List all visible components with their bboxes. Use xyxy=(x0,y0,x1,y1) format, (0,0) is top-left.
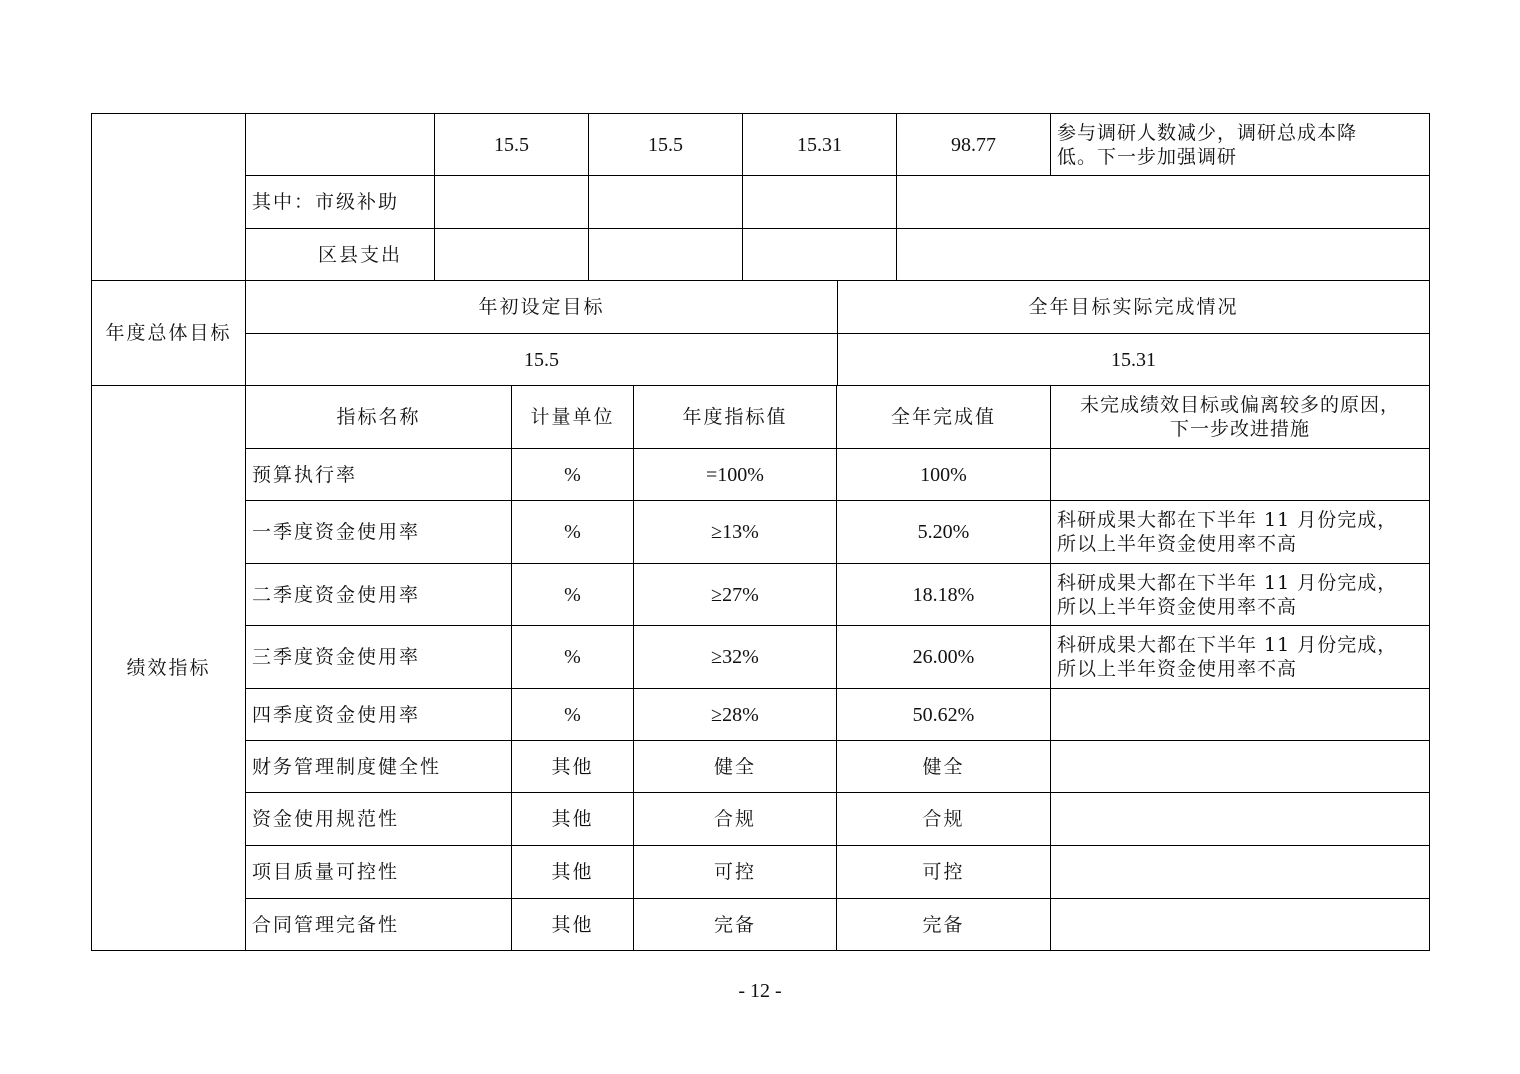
perf-row-target: ≥32% xyxy=(633,625,837,689)
perf-row-reason xyxy=(1050,688,1430,741)
page-number: - 12 - xyxy=(738,980,782,1002)
perf-row-target: 完备 xyxy=(633,898,837,951)
perf-row-name: 三季度资金使用率 xyxy=(245,625,512,689)
budget-row1-value-3: 15.31 xyxy=(742,113,897,176)
perf-row-actual: 26.00% xyxy=(836,625,1051,689)
perf-row-reason xyxy=(1050,740,1430,793)
perf-row-actual: 18.18% xyxy=(836,563,1051,626)
annual-goal-section-label: 年度总体目标 xyxy=(91,280,246,386)
perf-row-unit: % xyxy=(511,563,634,626)
perf-row-name: 资金使用规范性 xyxy=(245,792,512,846)
perf-row-unit: % xyxy=(511,448,634,501)
annual-goal-left-value: 15.5 xyxy=(245,333,838,386)
perf-row-target: 可控 xyxy=(633,845,837,899)
budget-row2-label: 其中：市级补助 xyxy=(245,175,435,229)
perf-row-unit: % xyxy=(511,688,634,741)
perf-row-actual: 可控 xyxy=(836,845,1051,899)
budget-row3-cell-1 xyxy=(434,228,589,281)
perf-row-actual: 100% xyxy=(836,448,1051,501)
perf-header-actual: 全年完成值 xyxy=(836,385,1051,449)
perf-row-actual: 健全 xyxy=(836,740,1051,793)
perf-header-name: 指标名称 xyxy=(245,385,512,449)
perf-row-unit: 其他 xyxy=(511,740,634,793)
perf-row-name: 财务管理制度健全性 xyxy=(245,740,512,793)
perf-row-name: 四季度资金使用率 xyxy=(245,688,512,741)
annual-goal-right-header: 全年目标实际完成情况 xyxy=(837,280,1430,334)
annual-goal-right-value: 15.31 xyxy=(837,333,1430,386)
perf-row-name: 一季度资金使用率 xyxy=(245,500,512,564)
perf-row-unit: 其他 xyxy=(511,898,634,951)
budget-row1-note: 参与调研人数减少，调研总成本降 低。下一步加强调研 xyxy=(1050,113,1430,176)
perf-row-target: ≥28% xyxy=(633,688,837,741)
perf-row-reason xyxy=(1050,845,1430,899)
perf-row-name: 合同管理完备性 xyxy=(245,898,512,951)
budget-row2-cell-2 xyxy=(588,175,743,229)
perf-row-target: =100% xyxy=(633,448,837,501)
perf-row-actual: 合规 xyxy=(836,792,1051,846)
perf-row-target: ≥13% xyxy=(633,500,837,564)
perf-row-unit: 其他 xyxy=(511,792,634,846)
budget-left-blank-cell xyxy=(91,113,246,281)
perf-row-target: 健全 xyxy=(633,740,837,793)
budget-row2-cell-4 xyxy=(896,175,1430,229)
perf-row-unit: % xyxy=(511,500,634,564)
budget-row2-cell-1 xyxy=(434,175,589,229)
performance-section-label: 绩效指标 xyxy=(91,385,246,951)
perf-row-name: 预算执行率 xyxy=(245,448,512,501)
perf-header-reason: 未完成绩效目标或偏离较多的原因， 下一步改进措施 xyxy=(1050,385,1430,449)
perf-row-name: 项目质量可控性 xyxy=(245,845,512,899)
perf-row-unit: 其他 xyxy=(511,845,634,899)
perf-row-target: ≥27% xyxy=(633,563,837,626)
budget-row1-value-1: 15.5 xyxy=(434,113,589,176)
perf-row-unit: % xyxy=(511,625,634,689)
perf-header-target: 年度指标值 xyxy=(633,385,837,449)
perf-row-actual: 50.62% xyxy=(836,688,1051,741)
perf-row-actual: 5.20% xyxy=(836,500,1051,564)
budget-row3-cell-3 xyxy=(742,228,897,281)
budget-row2-cell-3 xyxy=(742,175,897,229)
budget-row3-cell-4 xyxy=(896,228,1430,281)
budget-row3-label: 区县支出 xyxy=(245,228,435,281)
budget-row1-value-4: 98.77 xyxy=(896,113,1051,176)
budget-row1-label-cell xyxy=(245,113,435,176)
budget-row3-cell-2 xyxy=(588,228,743,281)
annual-goal-left-header: 年初设定目标 xyxy=(245,280,838,334)
budget-row1-value-2: 15.5 xyxy=(588,113,743,176)
perf-row-reason: 科研成果大都在下半年 11 月份完成， 所以上半年资金使用率不高 xyxy=(1050,500,1430,564)
perf-row-reason: 科研成果大都在下半年 11 月份完成， 所以上半年资金使用率不高 xyxy=(1050,563,1430,626)
perf-row-reason xyxy=(1050,792,1430,846)
perf-row-actual: 完备 xyxy=(836,898,1051,951)
perf-row-target: 合规 xyxy=(633,792,837,846)
perf-row-reason: 科研成果大都在下半年 11 月份完成， 所以上半年资金使用率不高 xyxy=(1050,625,1430,689)
perf-row-reason xyxy=(1050,898,1430,951)
perf-row-reason xyxy=(1050,448,1430,501)
perf-row-name: 二季度资金使用率 xyxy=(245,563,512,626)
perf-header-unit: 计量单位 xyxy=(511,385,634,449)
